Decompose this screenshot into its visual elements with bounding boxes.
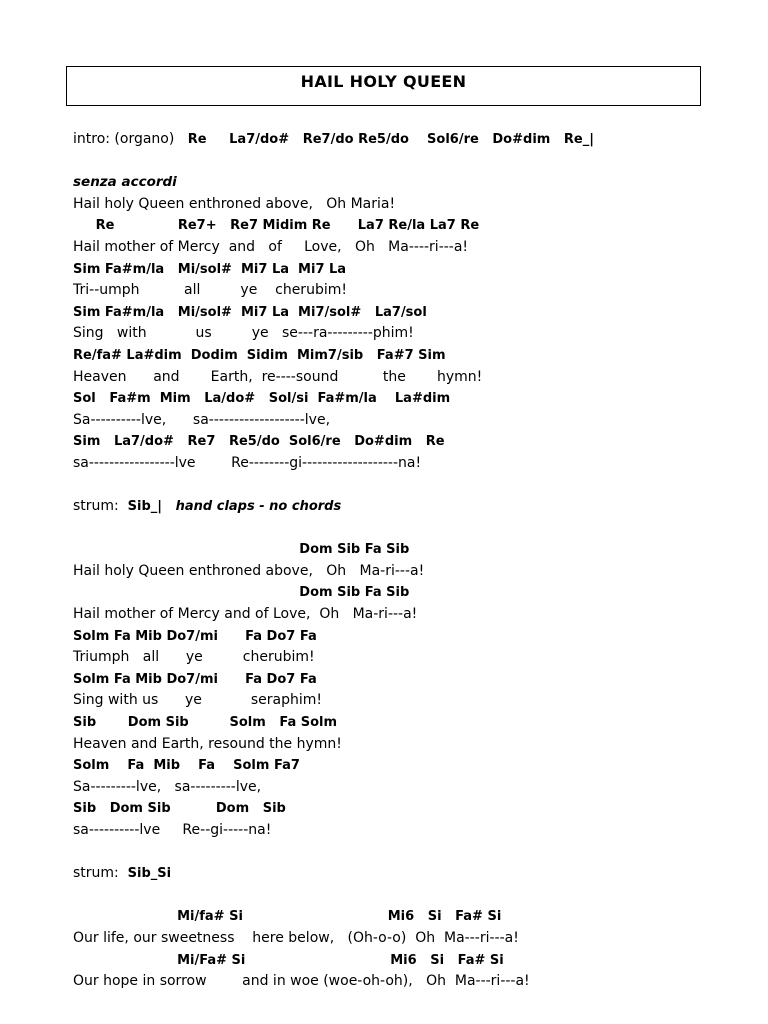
title-box <box>66 66 701 106</box>
chord-line: Dom Sib Fa Sib <box>73 542 410 558</box>
chord-line: Sim La7/do# Re7 Re5/do Sol6/re Do#dim Re <box>73 434 445 450</box>
chord-text: Sib_| <box>127 499 176 515</box>
lyric-line: sa----------lve Re--gi-----na! <box>73 822 272 838</box>
lyric-line: Heaven and Earth, resound the hymn! <box>73 735 342 752</box>
blank-line <box>73 518 753 540</box>
chord-line: Sol Fa#m Mim La/do# Sol/si Fa#m/la La#dim <box>73 391 451 407</box>
chord-line: Mi/fa# Si Mi6 Si Fa# Si <box>73 909 502 925</box>
instruction-line <box>73 129 753 151</box>
chord-line: Solm Fa Mib Fa Solm Fa7 <box>73 758 300 774</box>
chord-line: Sib Dom Sib Dom Sib <box>73 801 286 817</box>
lyric-line: Our hope in sorrow and in woe (woe-oh-oh), Oh Ma---ri---a! <box>73 973 530 990</box>
lyric-line: Hail holy Queen enthroned above, Oh Ma-ri---a! <box>73 562 425 579</box>
lyric-line: Sing with us ye seraphim! <box>73 692 322 709</box>
performance-note: senza accordi <box>73 174 177 191</box>
chord-sheet <box>73 129 753 993</box>
chord-text: Re La7/do# Re7/do Re5/do Sol6/re Do#dim Re_| <box>187 132 594 147</box>
chord-line: Re/fa# La#dim Dodim Sidim Mim7/sib Fa#7 Sim <box>73 347 446 363</box>
chord-line: Solm Fa Mib Do7/mi Fa Do7 Fa <box>73 628 317 644</box>
chord-line: Re Re7+ Re7 Midim Re La7 Re/la La7 Re <box>73 218 480 234</box>
lyric-line: Hail holy Queen enthroned above, Oh Maria! <box>73 195 396 212</box>
blank-line <box>73 885 753 907</box>
chord-line: Mi/Fa# Si Mi6 Si Fa# Si <box>73 952 504 968</box>
song-title: HAIL HOLY QUEEN <box>300 72 467 91</box>
lyric-line: Sa----------lve, sa-------------------lve, <box>73 411 331 428</box>
chord-line: Sim Fa#m/la Mi/sol# Mi7 La Mi7 La <box>73 261 347 277</box>
lyric-line: Heaven and Earth, re----sound the hymn! <box>73 368 483 385</box>
lyric-line: Triumph all ye cherubim! <box>73 649 315 666</box>
instruction-line <box>73 863 753 885</box>
lyric-line: Sa---------lve, sa---------lve, <box>73 778 262 795</box>
performance-note: hand claps - no chords <box>175 499 342 515</box>
lyric-line: Sing with us ye se---ra---------phim! <box>73 325 414 342</box>
chord-line: Sim Fa#m/la Mi/sol# Mi7 La Mi7/sol# La7/sol <box>73 304 427 320</box>
instruction-label: intro: (organo) <box>73 131 188 147</box>
chord-text: Sib_Si <box>127 866 172 882</box>
lyric-line: sa-----------------lve Re--------gi-------------------na! <box>73 454 422 471</box>
lyric-line: Hail mother of Mercy and of Love, Oh Ma-ri---a! <box>73 606 418 623</box>
blank-line <box>73 842 753 864</box>
instruction-label: strum: <box>73 865 128 882</box>
instruction-label: strum: <box>73 498 128 515</box>
instruction-line <box>73 496 753 518</box>
chord-line: Solm Fa Mib Do7/mi Fa Do7 Fa <box>73 671 317 687</box>
lyric-line: Tri--umph all ye cherubim! <box>73 282 347 299</box>
lyric-line: Our life, our sweetness here below, (Oh-o-o) Oh Ma---ri---a! <box>73 929 519 946</box>
chord-line: Sib Dom Sib Solm Fa Solm <box>73 715 338 731</box>
lyric-line: Hail mother of Mercy and of Love, Oh Ma----ri---a! <box>73 238 469 255</box>
blank-line <box>73 475 753 497</box>
chord-line: Dom Sib Fa Sib <box>73 585 410 601</box>
blank-line <box>73 151 753 173</box>
